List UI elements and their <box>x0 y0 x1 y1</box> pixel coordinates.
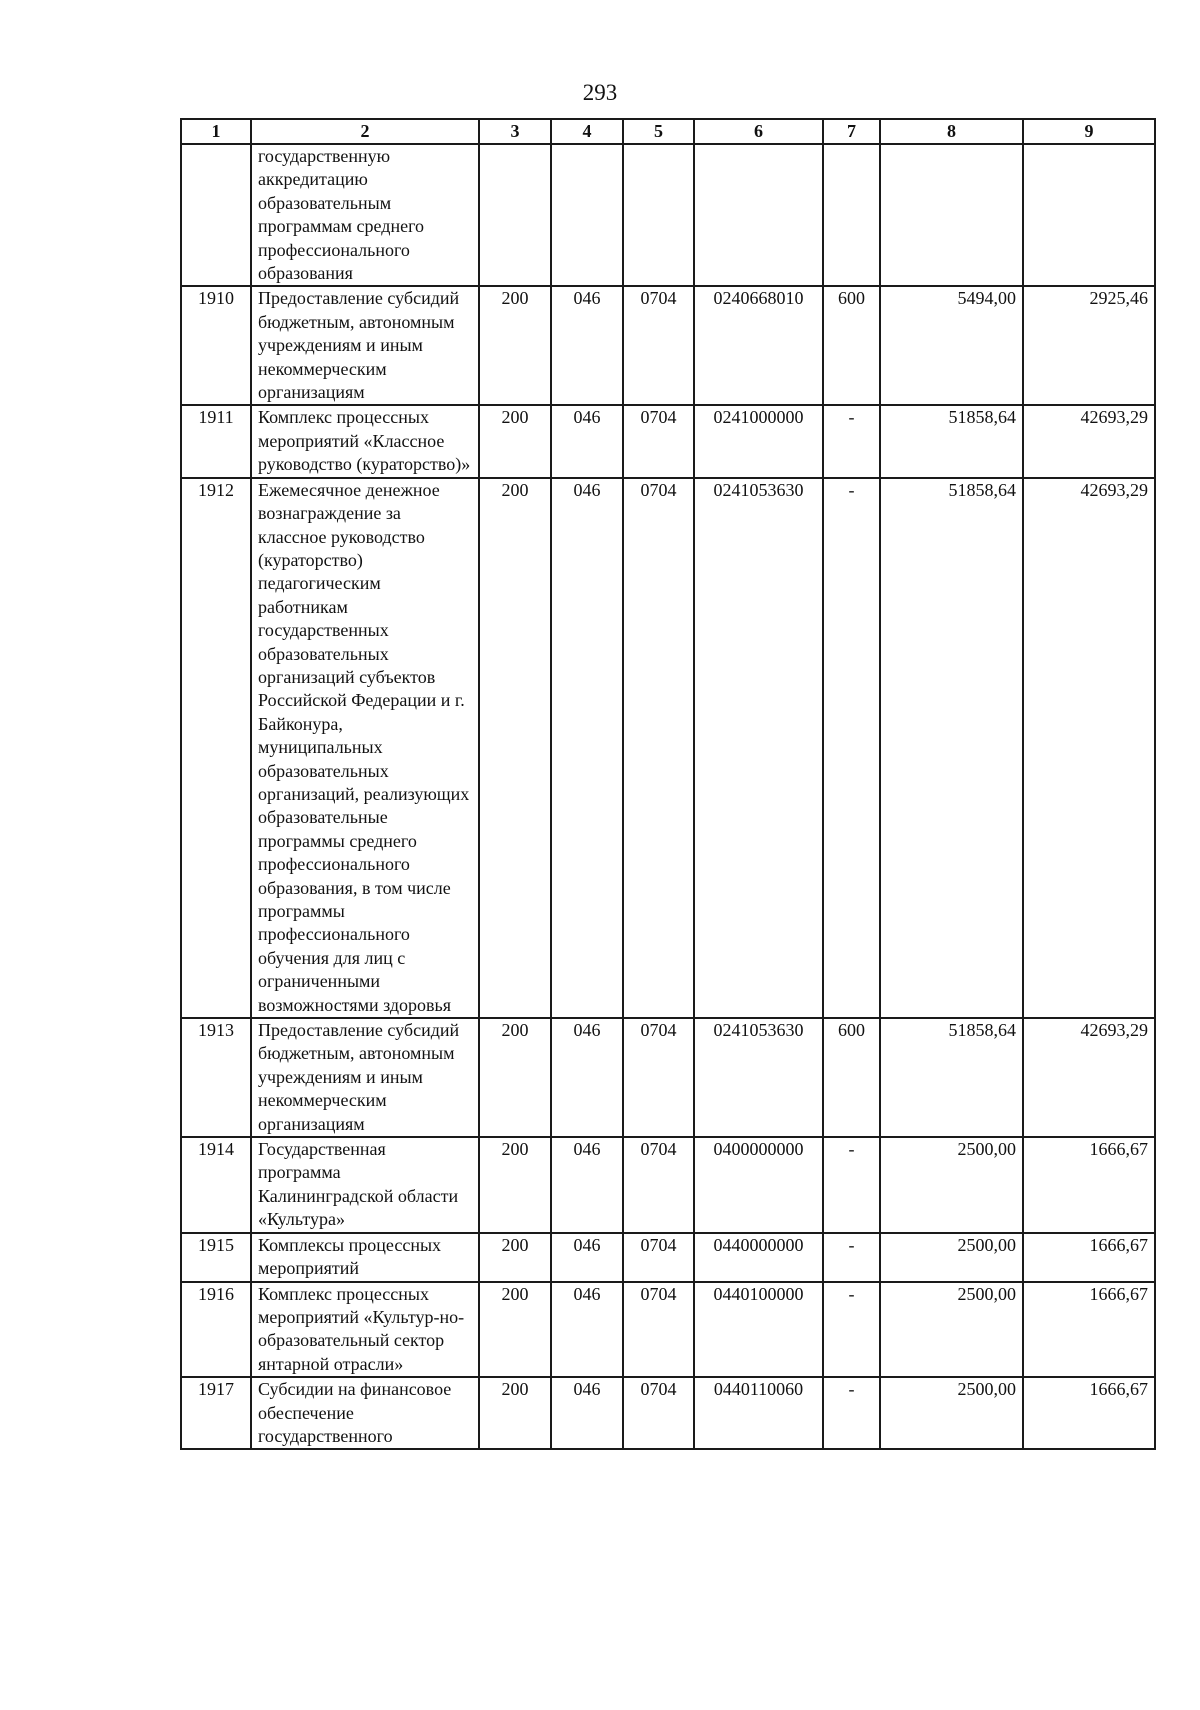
table-row <box>181 1137 1155 1233</box>
cell-col7: - <box>823 1233 880 1282</box>
column-header: 9 <box>1023 119 1155 144</box>
cell-col7: - <box>823 1282 880 1378</box>
page-number: 293 <box>582 80 618 105</box>
cell-col3: 200 <box>479 1233 551 1282</box>
column-header: 8 <box>880 119 1023 144</box>
cell-col9 <box>1023 144 1155 286</box>
cell-col4: 046 <box>551 1233 623 1282</box>
column-header: 3 <box>479 119 551 144</box>
cell-col4: 046 <box>551 1018 623 1137</box>
cell-col7: - <box>823 405 880 477</box>
cell-col3 <box>479 144 551 286</box>
cell-col7: - <box>823 1137 880 1233</box>
cell-col3: 200 <box>479 1377 551 1449</box>
row-number: 1917 <box>181 1377 251 1449</box>
cell-col5 <box>623 144 694 286</box>
column-header: 6 <box>694 119 823 144</box>
cell-col3: 200 <box>479 1018 551 1137</box>
cell-col8: 51858,64 <box>880 1018 1023 1137</box>
row-number: 1915 <box>181 1233 251 1282</box>
table-row <box>181 405 1155 477</box>
cell-col4: 046 <box>551 1137 623 1233</box>
cell-col7: - <box>823 1377 880 1449</box>
cell-col4: 046 <box>551 1377 623 1449</box>
cell-col6 <box>694 144 823 286</box>
cell-col9: 1666,67 <box>1023 1233 1155 1282</box>
table-row <box>181 1233 1155 1282</box>
cell-col4: 046 <box>551 478 623 1018</box>
row-name: Предоставление субсидий бюджетным, автономным учреждениям и иным некоммерческим организациям <box>251 286 479 405</box>
row-number: 1911 <box>181 405 251 477</box>
cell-col9: 1666,67 <box>1023 1282 1155 1378</box>
cell-col9: 1666,67 <box>1023 1137 1155 1233</box>
cell-col7: 600 <box>823 286 880 405</box>
cell-col6: 0241053630 <box>694 478 823 1018</box>
cell-col3: 200 <box>479 1282 551 1378</box>
row-name: государственную аккредитацию образовательным программам среднего профессионального образования <box>251 144 479 286</box>
row-number: 1912 <box>181 478 251 1018</box>
table-row <box>181 1018 1155 1137</box>
cell-col8: 2500,00 <box>880 1282 1023 1378</box>
row-name: Комплекс процессных мероприятий «Классное руководство (кураторство)» <box>251 405 479 477</box>
row-name: Предоставление субсидий бюджетным, автономным учреждениям и иным некоммерческим организациям <box>251 1018 479 1137</box>
cell-col6: 0440100000 <box>694 1282 823 1378</box>
cell-col6: 0400000000 <box>694 1137 823 1233</box>
row-name: Субсидии на финансовое обеспечение государственного <box>251 1377 479 1449</box>
table-row <box>181 144 1155 286</box>
row-name: Комплексы процессных мероприятий <box>251 1233 479 1282</box>
cell-col5: 0704 <box>623 1377 694 1449</box>
cell-col5: 0704 <box>623 1137 694 1233</box>
cell-col3: 200 <box>479 478 551 1018</box>
row-name: Государственная программа Калининградской области «Культура» <box>251 1137 479 1233</box>
cell-col5: 0704 <box>623 405 694 477</box>
budget-table <box>180 118 1156 1450</box>
row-name: Комплекс процессных мероприятий «Культур-но-образовательный сектор янтарной отрасли» <box>251 1282 479 1378</box>
cell-col8: 5494,00 <box>880 286 1023 405</box>
cell-col9: 1666,67 <box>1023 1377 1155 1449</box>
cell-col3: 200 <box>479 1137 551 1233</box>
cell-col6: 0440110060 <box>694 1377 823 1449</box>
cell-col6: 0241053630 <box>694 1018 823 1137</box>
cell-col8: 51858,64 <box>880 405 1023 477</box>
cell-col8: 2500,00 <box>880 1233 1023 1282</box>
column-header: 2 <box>251 119 479 144</box>
cell-col4 <box>551 144 623 286</box>
table-row <box>181 1377 1155 1449</box>
cell-col9: 42693,29 <box>1023 478 1155 1018</box>
cell-col7: 600 <box>823 1018 880 1137</box>
column-header: 4 <box>551 119 623 144</box>
cell-col4: 046 <box>551 286 623 405</box>
row-number: 1914 <box>181 1137 251 1233</box>
cell-col5: 0704 <box>623 1018 694 1137</box>
cell-col6: 0440000000 <box>694 1233 823 1282</box>
cell-col4: 046 <box>551 1282 623 1378</box>
table-row <box>181 286 1155 405</box>
cell-col8: 2500,00 <box>880 1377 1023 1449</box>
cell-col5: 0704 <box>623 1233 694 1282</box>
cell-col3: 200 <box>479 405 551 477</box>
cell-col9: 2925,46 <box>1023 286 1155 405</box>
cell-col9: 42693,29 <box>1023 405 1155 477</box>
cell-col9: 42693,29 <box>1023 1018 1155 1137</box>
row-number: 1910 <box>181 286 251 405</box>
row-number: 1916 <box>181 1282 251 1378</box>
cell-col8: 2500,00 <box>880 1137 1023 1233</box>
column-header: 5 <box>623 119 694 144</box>
cell-col7: - <box>823 478 880 1018</box>
row-name: Ежемесячное денежное вознаграждение за классное руководство (кураторство) педагогическим работникам государственных образовательных организаций субъектов Российской Федерации и г. Байконура, муниципальных образовательных организаций, реализующих образовательные программы среднего профессионального образования, в том числе программы профессионального обучения для лиц с ограниченными возможностями здоровья <box>251 478 479 1018</box>
cell-col6: 0240668010 <box>694 286 823 405</box>
table-row <box>181 1282 1155 1378</box>
cell-col8 <box>880 144 1023 286</box>
table-row <box>181 478 1155 1018</box>
cell-col6: 0241000000 <box>694 405 823 477</box>
cell-col8: 51858,64 <box>880 478 1023 1018</box>
cell-col4: 046 <box>551 405 623 477</box>
row-number: 1913 <box>181 1018 251 1137</box>
cell-col3: 200 <box>479 286 551 405</box>
column-header: 1 <box>181 119 251 144</box>
cell-col5: 0704 <box>623 286 694 405</box>
cell-col5: 0704 <box>623 478 694 1018</box>
column-header: 7 <box>823 119 880 144</box>
row-number <box>181 144 251 286</box>
cell-col5: 0704 <box>623 1282 694 1378</box>
cell-col7 <box>823 144 880 286</box>
header-row <box>181 119 1155 144</box>
